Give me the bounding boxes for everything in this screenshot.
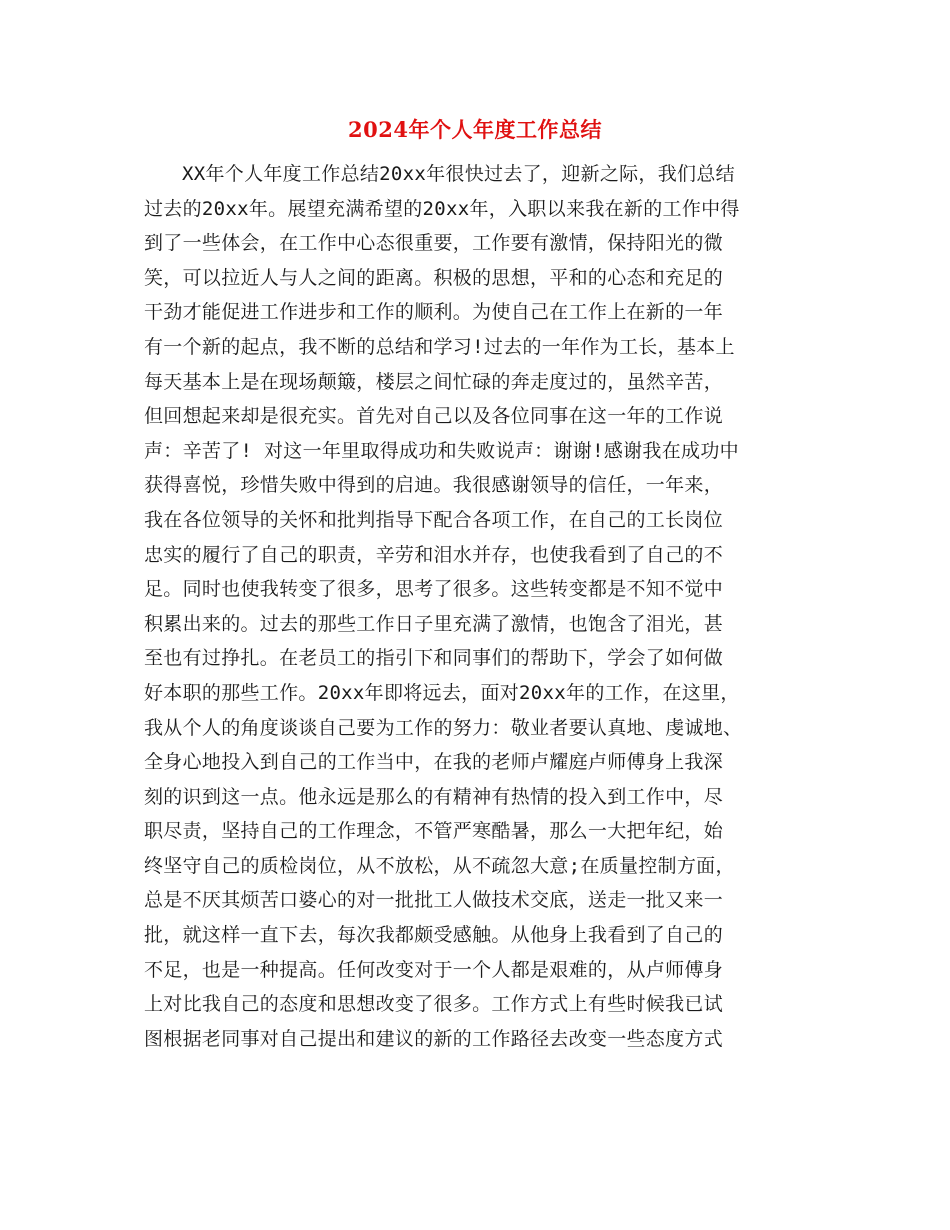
body-line: 图根据老同事对自己提出和建议的新的工作路径去改变一些态度方式 [144,1027,724,1050]
body-line: 足。同时也使我转变了很多，思考了很多。这些转变都是不知不觉中 [144,578,724,601]
body-line: 我在各位领导的关怀和批判指导下配合各项工作，在自己的工长岗位 [144,508,724,531]
body-line: XX年个人年度工作总结20xx年很快过去了，迎新之际，我们总结 [182,163,735,185]
body-line: 终坚守自己的质检岗位，从不放松，从不疏忽大意;在质量控制方面， [144,854,735,877]
body-line: 到了一些体会，在工作中心态很重要，工作要有激情，保持阳光的微 [144,232,724,255]
body-line: 总是不厌其烦苦口婆心的对一批批工人做技术交底，送走一批又来一 [144,889,724,912]
body-line: 至也有过挣扎。在老员工的指引下和同事们的帮助下，学会了如何做 [144,647,724,670]
body-line: 职尽责，坚持自己的工作理念，不管严寒酷暑，那么一大把年纪，始 [144,820,724,843]
body-line: 好本职的那些工作。20xx年即将远去，面对20xx年的工作，在这里， [144,681,740,704]
body-line: 不足，也是一种提高。任何改变对于一个人都是艰难的，从卢师傅身 [144,958,724,981]
body-line: 积累出来的。过去的那些工作日子里充满了激情，也饱含了泪光，甚 [144,612,724,635]
document-body [144,157,824,1056]
body-line: 我从个人的角度谈谈自己要为工作的努力：敬业者要认真地、虔诚地、 [144,716,743,739]
body-line: 过去的20xx年。展望充满希望的20xx年，入职以来我在新的工作中得 [144,197,740,220]
body-line: 上对比我自己的态度和思想改变了很多。工作方式上有些时候我已试 [144,993,724,1016]
body-line: 但回想起来却是很充实。首先对自己以及各位同事在这一年的工作说 [144,405,724,428]
body-line: 有一个新的起点，我不断的总结和学习!过去的一年作为工长，基本上 [144,335,735,358]
document-title: 2024年个人年度工作总结 [348,117,602,142]
body-line: 每天基本上是在现场颠簸，楼层之间忙碌的奔走度过的，虽然辛苦， [144,370,724,393]
body-line: 笑，可以拉近人与人之间的距离。积极的思想，平和的心态和充足的 [144,266,724,289]
body-line: 声：辛苦了! 对这一年里取得成功和失败说声：谢谢!感谢我在成功中 [144,439,739,462]
body-line: 干劲才能促进工作进步和工作的顺利。为使自己在工作上在新的一年 [144,301,724,324]
body-line: 获得喜悦，珍惜失败中得到的启迪。我很感谢领导的信任，一年来， [144,474,724,497]
body-line: 批，就这样一直下去，每次我都颇受感触。从他身上我看到了自己的 [144,924,724,947]
body-line: 全身心地投入到自己的工作当中，在我的老师卢耀庭卢师傅身上我深 [144,751,724,774]
body-line: 刻的识到这一点。他永远是那么的有精神有热情的投入到工作中，尽 [144,785,724,808]
body-line: 忠实的履行了自己的职责，辛劳和泪水并存，也使我看到了自己的不 [144,543,724,566]
